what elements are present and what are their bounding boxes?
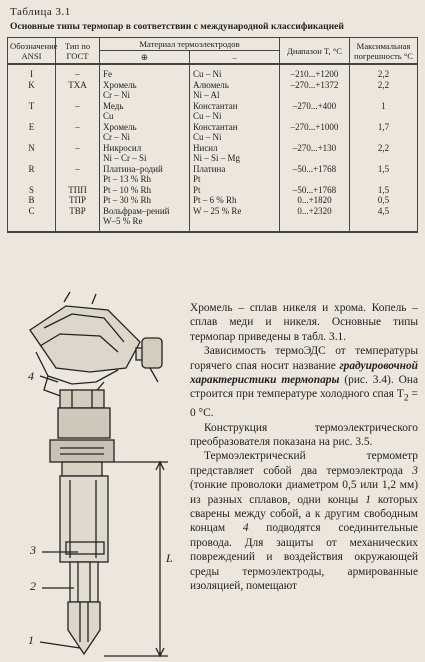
cell-minus: Pt (190, 185, 280, 196)
cell-range: –270...+130 (280, 143, 350, 164)
thermocouple-drawing (0, 290, 186, 662)
cell-error: 2,2 (350, 143, 418, 164)
col-material: Материал термоэлектродов (100, 38, 280, 51)
paragraph-4: Термоэлектрический термометр представляет собой два термоэлектрода 3 (тонкие проволоки диаметром 0,5 или 1,2 мм) из разных сплавов, одни концы 1 которых сварены между собой, а к другим свободным концам 4 подводятся соединительные провода. Для защиты от механических повреждений и воздействия окружающей среды термоэлектроды, армированные изоляцией, помещают (190, 450, 418, 592)
cell-range: –270...+400 (280, 101, 350, 122)
cell-range: –270...+1000 (280, 122, 350, 143)
cell-gost: – (56, 101, 100, 122)
label-4: 4 (28, 369, 34, 383)
cell-minus: Нисил Ni – Si – Mg (190, 143, 280, 164)
paragraph-3: Конструкция термоэлектрического преобразователя показана на рис. 3.5. (190, 421, 418, 448)
emphasis-term: градуировочной характеристики термопары (190, 359, 418, 387)
table-row (8, 185, 418, 196)
cell-range: 0...+2320 (280, 206, 350, 232)
cell-minus: W – 25 % Re (190, 206, 280, 232)
label-3: 3 (30, 543, 36, 557)
cell-error: 2,2 (350, 64, 418, 80)
cell-range: –270...+1372 (280, 80, 350, 101)
table-row (8, 101, 418, 122)
col-plus: ⊕ (100, 51, 190, 65)
cell-gost: – (56, 164, 100, 185)
cell-error: 0,5 (350, 195, 418, 206)
cell-gost: – (56, 122, 100, 143)
table-row (8, 143, 418, 164)
cell-gost: – (56, 64, 100, 80)
thermocouple-table (7, 37, 418, 233)
col-error: Максимальная погрешность °С (350, 38, 418, 65)
paragraph-2: Зависимость термоЭДС от температуры горячего спая носит название градуировочной характеристики термопары (рис. 3.4). Она строится при температуре холодного спая $T_2 = 0$ °С. (190, 345, 418, 420)
cell-error: 1 (350, 101, 418, 122)
cell-error: 2,2 (350, 80, 418, 101)
cell-minus: Константан Cu – Ni (190, 122, 280, 143)
cell-range: –50...+1768 (280, 164, 350, 185)
label-1: 1 (28, 633, 34, 647)
cell-gost: ТПП (56, 185, 100, 196)
cell-plus: Хромель Cr – Ni (100, 122, 190, 143)
cell-plus: Вольфрам–рений W–5 % Re (100, 206, 190, 232)
cell-ansi: I (8, 64, 56, 80)
cell-error: 1,5 (350, 185, 418, 196)
cell-ansi: K (8, 80, 56, 101)
col-gost: Тип по ГОСТ (56, 38, 100, 65)
table-row (8, 206, 418, 232)
cell-range: 0...+1820 (280, 195, 350, 206)
cell-ansi: C (8, 206, 56, 232)
cell-plus: Никросил Ni – Cr – Si (100, 143, 190, 164)
cell-ansi: R (8, 164, 56, 185)
dimension-L (104, 462, 168, 656)
table-row (8, 195, 418, 206)
cell-error: 4,5 (350, 206, 418, 232)
table-title: Основные типы термопар в соответствии с международной классификацией (10, 21, 344, 32)
table-row (8, 80, 418, 101)
thermocouple-head (30, 292, 140, 398)
cell-gost: ТХА (56, 80, 100, 101)
cell-gost: – (56, 143, 100, 164)
cell-ansi: S (8, 185, 56, 196)
cell-minus: Алюмель Ni – Al (190, 80, 280, 101)
col-ansi: Обозначение ANSI (8, 38, 56, 65)
cell-ansi: E (8, 122, 56, 143)
col-range: Диапазон T, °C (280, 38, 350, 65)
cell-ansi: B (8, 195, 56, 206)
cable-gland (136, 338, 162, 382)
cell-plus: Pt – 10 % Rh (100, 185, 190, 196)
table-caption: Таблица 3.1 (10, 6, 71, 18)
paragraph-1: Хромель – сплав никеля и хрома. Копель – сплав меди и никеля. Основные типы термопар приведены в табл. 3.1. (190, 302, 418, 343)
cell-error: 1,7 (350, 122, 418, 143)
cell-ansi: N (8, 143, 56, 164)
cell-plus: Pt – 30 % Rh (100, 195, 190, 206)
cell-plus: Платина–родий Pt – 13 % Rh (100, 164, 190, 185)
cell-plus: Медь Cu (100, 101, 190, 122)
label-2: 2 (30, 579, 36, 593)
cell-ansi: T (8, 101, 56, 122)
cell-minus: Pt – 6 % Rh (190, 195, 280, 206)
cell-minus: Константан Cu – Ni (190, 101, 280, 122)
cell-plus: Fe (100, 64, 190, 80)
table-row (8, 164, 418, 185)
cell-minus: Cu – Ni (190, 64, 280, 80)
cell-gost: ТПР (56, 195, 100, 206)
label-L: L (166, 551, 173, 565)
cell-gost: ТВР (56, 206, 100, 232)
cell-range: –50...+1768 (280, 185, 350, 196)
leader-1 (40, 642, 80, 648)
table-row (8, 122, 418, 143)
body-text (190, 301, 418, 593)
cell-range: –210...+1200 (280, 64, 350, 80)
cell-minus: Платина Pt (190, 164, 280, 185)
table-row (8, 64, 418, 80)
cell-error: 1,5 (350, 164, 418, 185)
cell-plus: Хромель Cr – Ni (100, 80, 190, 101)
col-minus: – (190, 51, 280, 65)
